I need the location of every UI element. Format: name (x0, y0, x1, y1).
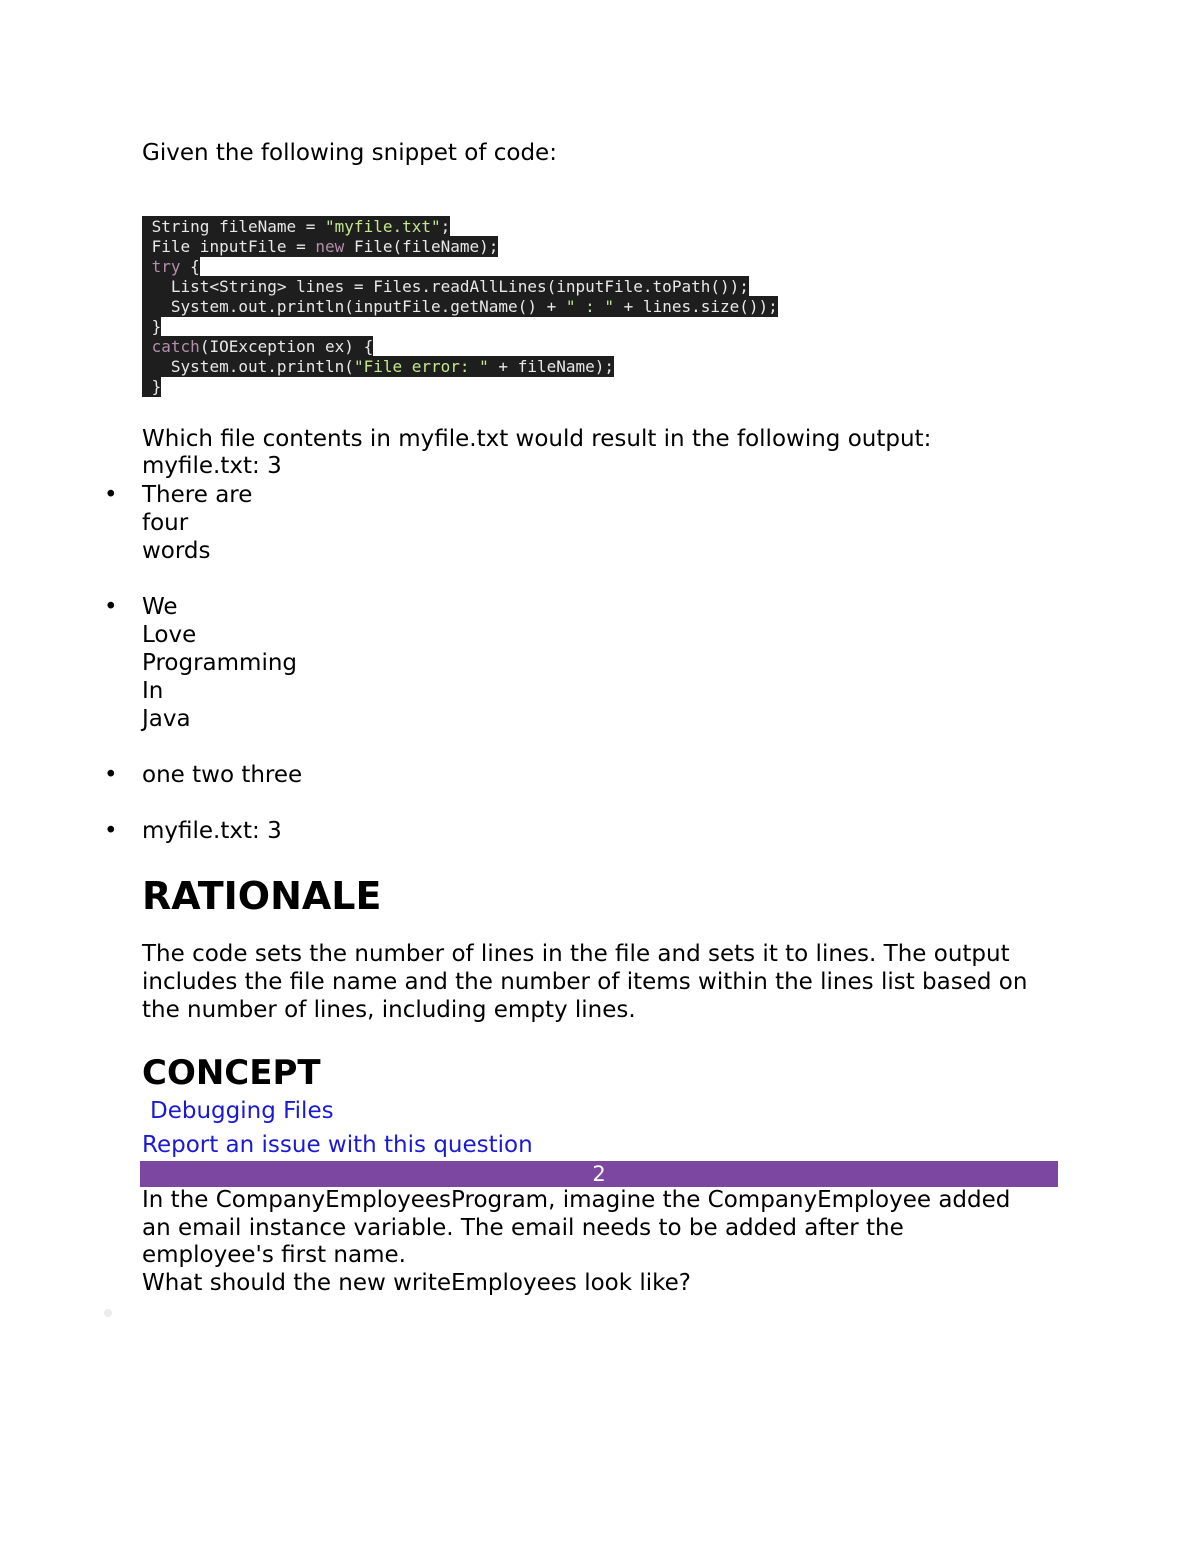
next-question-line-4: What should the new writeEmployees look like? (142, 1269, 691, 1296)
code-line-8: System.out.println("File error: " + fileName); (142, 357, 778, 377)
answer-option-2[interactable] (104, 593, 302, 733)
bullet-icon: • (104, 818, 118, 844)
concept-heading: CONCEPT (142, 1053, 321, 1093)
bullet-icon: • (104, 762, 118, 788)
option-line: one two three (142, 762, 303, 788)
rationale-text: The code sets the number of lines in the file and sets it to lines. The output includes the file name and the number of items within the lines list based on the number of lines, including empty lines. (142, 941, 1028, 1023)
next-question-line-1: In the CompanyEmployeesProgram, imagine the CompanyEmployee added (142, 1187, 1011, 1213)
code-line-5: System.out.println(inputFile.getName() + " : " + lines.size()); (142, 297, 778, 317)
question-number-bar: 2 (140, 1161, 1058, 1187)
question-text (142, 426, 931, 480)
code-line-7: catch(IOException ex) { (142, 337, 778, 357)
option-line: In (142, 678, 164, 704)
faint-bullet-icon (104, 1309, 112, 1317)
answer-option-1[interactable] (104, 481, 302, 565)
option-line: four (142, 510, 189, 536)
option-line: We (142, 594, 178, 620)
option-line: Programming (142, 650, 298, 676)
option-line: myfile.txt: 3 (142, 818, 282, 844)
code-line-3: try { (142, 257, 778, 277)
concept-link[interactable]: Debugging Files (150, 1098, 334, 1124)
code-line-6: } (142, 317, 778, 337)
option-line: Love (142, 622, 197, 648)
bullet-icon: • (104, 594, 118, 620)
bullet-icon: • (104, 482, 118, 508)
option-line: Java (142, 706, 191, 732)
answer-options (104, 481, 303, 873)
intro-text: Given the following snippet of code: (142, 140, 557, 166)
report-issue-link[interactable]: Report an issue with this question (142, 1132, 533, 1158)
code-line-2: File inputFile = new File(fileName); (142, 237, 778, 257)
code-line-1: String fileName = "myfile.txt"; (142, 217, 778, 237)
code-line-9: } (142, 377, 778, 397)
next-question-line-2: an email instance variable. The email needs to be added after the (142, 1214, 904, 1241)
code-line-4: List<String> lines = Files.readAllLines(inputFile.toPath()); (142, 277, 778, 297)
next-question-line-3: employee's first name. (142, 1242, 406, 1268)
option-line: words (142, 538, 211, 564)
rationale-heading: RATIONALE (142, 874, 382, 918)
answer-option-4[interactable] (104, 817, 302, 845)
code-snippet (142, 217, 778, 397)
question-line-1: Which file contents in myfile.txt would result in the following output: (142, 426, 932, 452)
question-line-2: myfile.txt: 3 (142, 453, 282, 479)
answer-option-3[interactable] (104, 761, 303, 789)
next-question-text (142, 1187, 1062, 1297)
option-line: There are (142, 482, 253, 508)
